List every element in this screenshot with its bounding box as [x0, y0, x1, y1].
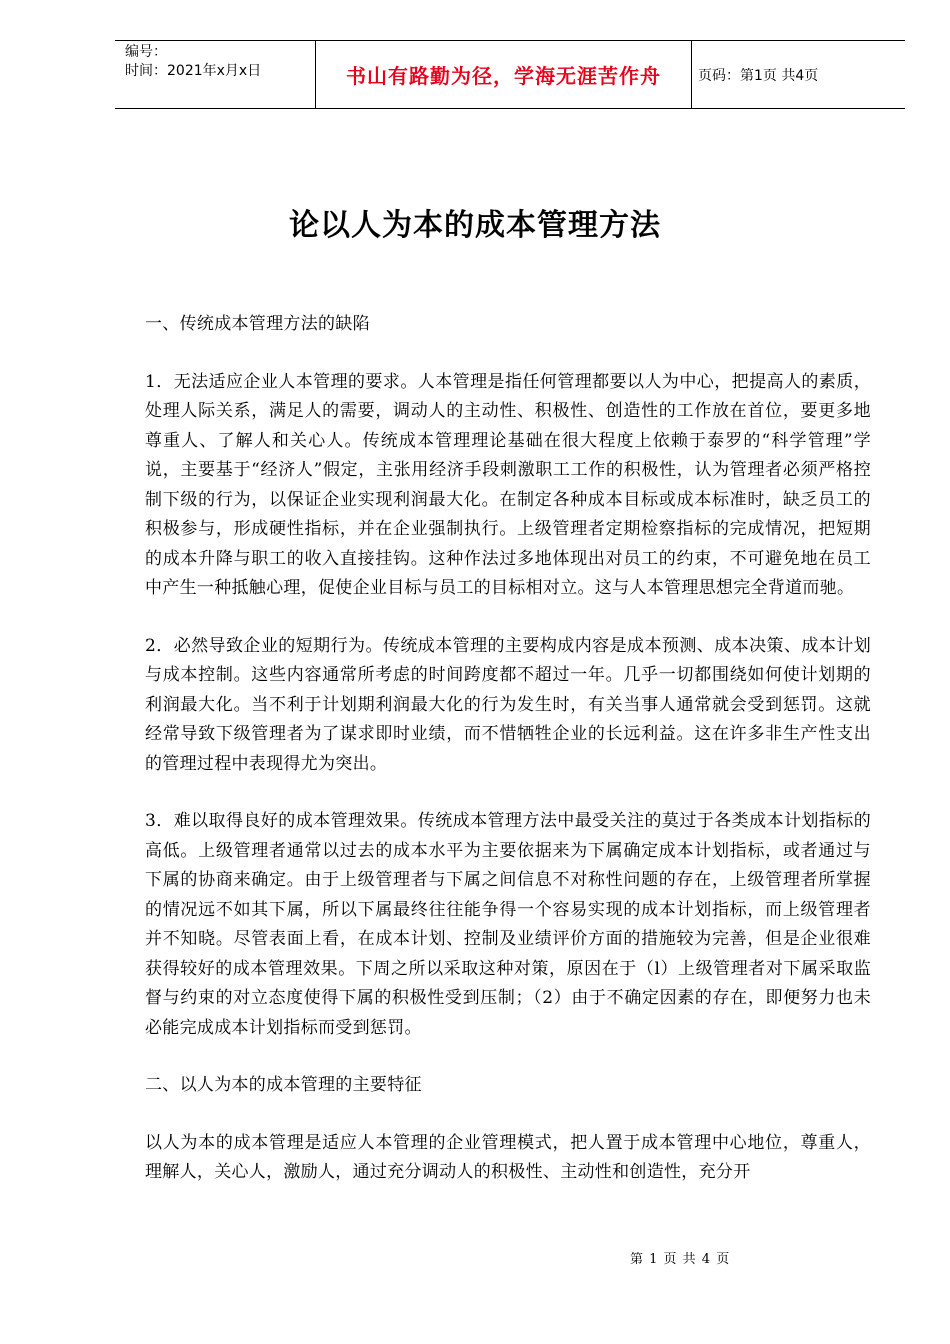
section-heading-1: 一、传统成本管理方法的缺陷 — [145, 314, 370, 334]
header-motto: 书山有路勤为径，学海无涯苦作舟 — [346, 64, 661, 88]
paragraph-2: 2．必然导致企业的短期行为。传统成本管理的主要构成内容是成本预测、成本决策、成本计划与成本控制。这些内容通常所考虑的时间跨度都不超过一年。几乎一切都围绕如何使计划期的利润最大化。当不利于计划期利润最大化的行为发生时，有关当事人通常就会受到惩罚。这就经常导致下级管理者为了谋求即时业绩，而不惜牺牲企业的长远利益。这在许多非生产性支出的管理过程中表现得尤为突出。 — [145, 635, 871, 774]
document-time-label: 时间：2021年x月x日 — [125, 63, 262, 79]
header-page-label: 页码：第1页 共4页 — [698, 67, 819, 84]
header-table — [115, 40, 905, 109]
header-motto-cell — [315, 41, 692, 108]
document-title: 论以人为本的成本管理方法 — [289, 208, 661, 243]
section-heading-2: 二、以人为本的成本管理的主要特征 — [145, 1075, 422, 1095]
document-number-label: 编号： — [125, 44, 167, 60]
header-page-cell — [690, 41, 905, 108]
paragraph-1: 1．无法适应企业人本管理的要求。人本管理是指任何管理都要以人为中心，把提高人的素质，处理人际关系，满足人的需要，调动人的主动性、积极性、创造性的工作放在首位，要更多地尊重人、了解人和关心人。传统成本管理理论基础在很大程度上依赖于泰罗的“科学管理”学说，主要基于“经济人”假定，主张用经济手段刺激职工工作的积极性，认为管理者必须严格控制下级的行为，以保证企业实现利润最大化。在制定各种成本目标或成本标准时，缺乏员工的积极参与，形成硬性指标，并在企业强制执行。上级管理者定期检察指标的完成情况，把短期的成本升降与职工的收入直接挂钩。这种作法过多地体现出对员工的约束，不可避免地在员工中产生一种抵触心理，促使企业目标与员工的目标相对立。这与人本管理思想完全背道而驰。 — [145, 371, 871, 598]
page-footer: 第 1 页 共 4 页 — [630, 1252, 731, 1267]
paragraph-4: 以人为本的成本管理是适应人本管理的企业管理模式，把人置于成本管理中心地位，尊重人，理解人，关心人，激励人，通过充分调动人的积极性、主动性和创造性，充分开 — [145, 1132, 871, 1182]
header-info-cell — [115, 41, 315, 108]
paragraph-3: 3．难以取得良好的成本管理效果。传统成本管理方法中最受关注的莫过于各类成本计划指标的高低。上级管理者通常以过去的成本水平为主要依据来为下属确定成本计划指标，或者通过与下属的协商来确定。由于上级管理者与下属之间信息不对称性问题的存在，上级管理者所掌握的情况远不如其下属，所以下属最终往往能争得一个容易实现的成本计划指标，而上级管理者并不知晓。尽管表面上看，在成本计划、控制及业绩评价方面的措施较为完善，但是企业很难获得较好的成本管理效果。下周之所以采取这种对策，原因在于（l）上级管理者对下属采取监督与约束的对立态度使得下属的积极性受到压制；（2）由于不确定因素的存在，即便努力也未必能完成成本计划指标而受到惩罚。 — [145, 811, 871, 1038]
document-body — [145, 310, 871, 1216]
